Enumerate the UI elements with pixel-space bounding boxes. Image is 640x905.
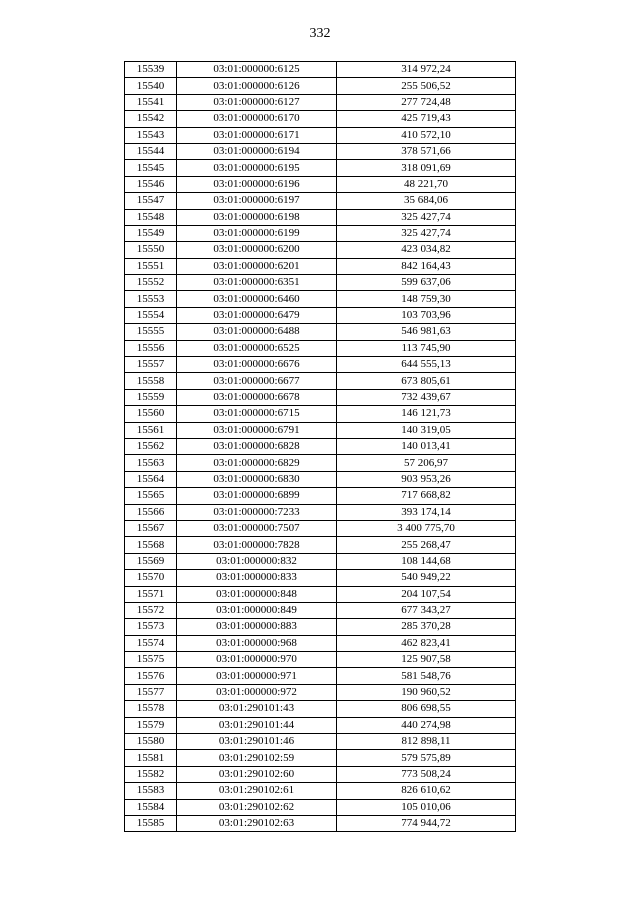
cadastral-value-cell: 57 206,97 xyxy=(337,455,516,471)
table-row xyxy=(125,389,516,405)
cadastral-number-cell: 03:01:000000:968 xyxy=(177,635,337,651)
row-number-cell: 15569 xyxy=(125,553,177,569)
table-row xyxy=(125,750,516,766)
table-row xyxy=(125,717,516,733)
table-row xyxy=(125,324,516,340)
table-row xyxy=(125,799,516,815)
cadastral-number-cell: 03:01:000000:6125 xyxy=(177,62,337,78)
cadastral-value-cell: 579 575,89 xyxy=(337,750,516,766)
cadastral-value-table xyxy=(124,61,516,832)
cadastral-number-cell: 03:01:000000:6196 xyxy=(177,176,337,192)
cadastral-value-cell: 3 400 775,70 xyxy=(337,520,516,536)
cadastral-value-cell: 146 121,73 xyxy=(337,406,516,422)
cadastral-number-cell: 03:01:000000:883 xyxy=(177,619,337,635)
row-number-cell: 15583 xyxy=(125,783,177,799)
cadastral-number-cell: 03:01:000000:970 xyxy=(177,652,337,668)
cadastral-number-cell: 03:01:000000:6899 xyxy=(177,488,337,504)
row-number-cell: 15573 xyxy=(125,619,177,635)
cadastral-number-cell: 03:01:000000:6830 xyxy=(177,471,337,487)
table-row xyxy=(125,553,516,569)
table-row xyxy=(125,668,516,684)
cadastral-value-cell: 677 343,27 xyxy=(337,602,516,618)
cadastral-value-cell: 285 370,28 xyxy=(337,619,516,635)
table-row xyxy=(125,701,516,717)
cadastral-number-cell: 03:01:290101:46 xyxy=(177,734,337,750)
cadastral-number-cell: 03:01:000000:848 xyxy=(177,586,337,602)
cadastral-number-cell: 03:01:000000:6488 xyxy=(177,324,337,340)
table-row xyxy=(125,357,516,373)
row-number-cell: 15560 xyxy=(125,406,177,422)
cadastral-value-cell: 125 907,58 xyxy=(337,652,516,668)
table-row xyxy=(125,619,516,635)
cadastral-number-cell: 03:01:290101:44 xyxy=(177,717,337,733)
cadastral-number-cell: 03:01:000000:6460 xyxy=(177,291,337,307)
table-row xyxy=(125,520,516,536)
cadastral-number-cell: 03:01:000000:6198 xyxy=(177,209,337,225)
table-row xyxy=(125,406,516,422)
cadastral-value-cell: 325 427,74 xyxy=(337,209,516,225)
row-number-cell: 15575 xyxy=(125,652,177,668)
cadastral-number-cell: 03:01:000000:6199 xyxy=(177,225,337,241)
cadastral-value-cell: 581 548,76 xyxy=(337,668,516,684)
row-number-cell: 15584 xyxy=(125,799,177,815)
cadastral-number-cell: 03:01:000000:849 xyxy=(177,602,337,618)
cadastral-value-cell: 673 805,61 xyxy=(337,373,516,389)
table-row xyxy=(125,734,516,750)
cadastral-number-cell: 03:01:000000:6171 xyxy=(177,127,337,143)
cadastral-number-cell: 03:01:000000:6715 xyxy=(177,406,337,422)
cadastral-value-cell: 105 010,06 xyxy=(337,799,516,815)
table-row xyxy=(125,225,516,241)
cadastral-number-cell: 03:01:000000:6195 xyxy=(177,160,337,176)
row-number-cell: 15555 xyxy=(125,324,177,340)
row-number-cell: 15572 xyxy=(125,602,177,618)
cadastral-value-cell: 440 274,98 xyxy=(337,717,516,733)
cadastral-number-cell: 03:01:000000:6828 xyxy=(177,438,337,454)
cadastral-number-cell: 03:01:000000:6126 xyxy=(177,78,337,94)
row-number-cell: 15540 xyxy=(125,78,177,94)
cadastral-number-cell: 03:01:000000:6200 xyxy=(177,242,337,258)
table-row xyxy=(125,307,516,323)
table-row xyxy=(125,438,516,454)
row-number-cell: 15549 xyxy=(125,225,177,241)
table-row xyxy=(125,78,516,94)
row-number-cell: 15574 xyxy=(125,635,177,651)
row-number-cell: 15580 xyxy=(125,734,177,750)
table-row xyxy=(125,766,516,782)
row-number-cell: 15551 xyxy=(125,258,177,274)
cadastral-value-cell: 108 144,68 xyxy=(337,553,516,569)
row-number-cell: 15577 xyxy=(125,684,177,700)
cadastral-number-cell: 03:01:000000:6678 xyxy=(177,389,337,405)
row-number-cell: 15546 xyxy=(125,176,177,192)
table-row xyxy=(125,488,516,504)
cadastral-value-cell: 842 164,43 xyxy=(337,258,516,274)
cadastral-number-cell: 03:01:000000:6479 xyxy=(177,307,337,323)
cadastral-value-cell: 903 953,26 xyxy=(337,471,516,487)
table-row xyxy=(125,258,516,274)
cadastral-value-cell: 425 719,43 xyxy=(337,111,516,127)
cadastral-number-cell: 03:01:000000:833 xyxy=(177,570,337,586)
cadastral-number-cell: 03:01:000000:6351 xyxy=(177,275,337,291)
cadastral-value-cell: 732 439,67 xyxy=(337,389,516,405)
cadastral-number-cell: 03:01:290102:59 xyxy=(177,750,337,766)
table-row xyxy=(125,176,516,192)
row-number-cell: 15579 xyxy=(125,717,177,733)
table-row xyxy=(125,504,516,520)
cadastral-value-cell: 826 610,62 xyxy=(337,783,516,799)
cadastral-number-cell: 03:01:290102:60 xyxy=(177,766,337,782)
cadastral-value-cell: 599 637,06 xyxy=(337,275,516,291)
cadastral-value-cell: 546 981,63 xyxy=(337,324,516,340)
table-row xyxy=(125,635,516,651)
table-row xyxy=(125,586,516,602)
table-row xyxy=(125,242,516,258)
table-row xyxy=(125,291,516,307)
row-number-cell: 15553 xyxy=(125,291,177,307)
row-number-cell: 15576 xyxy=(125,668,177,684)
row-number-cell: 15570 xyxy=(125,570,177,586)
cadastral-number-cell: 03:01:000000:6194 xyxy=(177,143,337,159)
table-row xyxy=(125,570,516,586)
cadastral-value-cell: 410 572,10 xyxy=(337,127,516,143)
table-row xyxy=(125,127,516,143)
table-row xyxy=(125,193,516,209)
row-number-cell: 15541 xyxy=(125,94,177,110)
cadastral-value-cell: 325 427,74 xyxy=(337,225,516,241)
table-row xyxy=(125,62,516,78)
table-row xyxy=(125,111,516,127)
row-number-cell: 15545 xyxy=(125,160,177,176)
row-number-cell: 15561 xyxy=(125,422,177,438)
cadastral-number-cell: 03:01:000000:971 xyxy=(177,668,337,684)
cadastral-value-cell: 113 745,90 xyxy=(337,340,516,356)
cadastral-number-cell: 03:01:000000:6829 xyxy=(177,455,337,471)
cadastral-value-cell: 773 508,24 xyxy=(337,766,516,782)
row-number-cell: 15544 xyxy=(125,143,177,159)
cadastral-number-cell: 03:01:290102:62 xyxy=(177,799,337,815)
cadastral-value-cell: 204 107,54 xyxy=(337,586,516,602)
cadastral-number-cell: 03:01:000000:6791 xyxy=(177,422,337,438)
table-row xyxy=(125,783,516,799)
row-number-cell: 15554 xyxy=(125,307,177,323)
cadastral-value-cell: 190 960,52 xyxy=(337,684,516,700)
cadastral-value-cell: 318 091,69 xyxy=(337,160,516,176)
cadastral-value-cell: 774 944,72 xyxy=(337,815,516,831)
row-number-cell: 15550 xyxy=(125,242,177,258)
table-row xyxy=(125,815,516,831)
cadastral-number-cell: 03:01:000000:7828 xyxy=(177,537,337,553)
table-row xyxy=(125,684,516,700)
table-row xyxy=(125,537,516,553)
cadastral-number-cell: 03:01:000000:6201 xyxy=(177,258,337,274)
cadastral-value-cell: 314 972,24 xyxy=(337,62,516,78)
table-row xyxy=(125,471,516,487)
row-number-cell: 15568 xyxy=(125,537,177,553)
row-number-cell: 15581 xyxy=(125,750,177,766)
cadastral-number-cell: 03:01:000000:6677 xyxy=(177,373,337,389)
cadastral-number-cell: 03:01:290102:61 xyxy=(177,783,337,799)
row-number-cell: 15566 xyxy=(125,504,177,520)
table-row xyxy=(125,455,516,471)
cadastral-value-cell: 423 034,82 xyxy=(337,242,516,258)
cadastral-value-cell: 812 898,11 xyxy=(337,734,516,750)
cadastral-number-cell: 03:01:000000:7507 xyxy=(177,520,337,536)
table-row xyxy=(125,422,516,438)
table-row xyxy=(125,94,516,110)
cadastral-value-cell: 103 703,96 xyxy=(337,307,516,323)
page-number: 332 xyxy=(309,26,331,41)
cadastral-number-cell: 03:01:290101:43 xyxy=(177,701,337,717)
cadastral-number-cell: 03:01:000000:6170 xyxy=(177,111,337,127)
row-number-cell: 15585 xyxy=(125,815,177,831)
cadastral-value-cell: 148 759,30 xyxy=(337,291,516,307)
row-number-cell: 15582 xyxy=(125,766,177,782)
cadastral-number-cell: 03:01:000000:832 xyxy=(177,553,337,569)
cadastral-value-cell: 717 668,82 xyxy=(337,488,516,504)
cadastral-number-cell: 03:01:000000:6676 xyxy=(177,357,337,373)
cadastral-value-cell: 140 013,41 xyxy=(337,438,516,454)
cadastral-value-cell: 35 684,06 xyxy=(337,193,516,209)
row-number-cell: 15562 xyxy=(125,438,177,454)
table-row xyxy=(125,652,516,668)
cadastral-value-cell: 140 319,05 xyxy=(337,422,516,438)
cadastral-number-cell: 03:01:000000:7233 xyxy=(177,504,337,520)
row-number-cell: 15564 xyxy=(125,471,177,487)
row-number-cell: 15539 xyxy=(125,62,177,78)
cadastral-value-cell: 277 724,48 xyxy=(337,94,516,110)
table-row xyxy=(125,209,516,225)
row-number-cell: 15542 xyxy=(125,111,177,127)
cadastral-number-cell: 03:01:000000:972 xyxy=(177,684,337,700)
table-row xyxy=(125,373,516,389)
cadastral-number-cell: 03:01:000000:6127 xyxy=(177,94,337,110)
cadastral-value-cell: 48 221,70 xyxy=(337,176,516,192)
cadastral-value-cell: 540 949,22 xyxy=(337,570,516,586)
row-number-cell: 15571 xyxy=(125,586,177,602)
cadastral-value-cell: 255 268,47 xyxy=(337,537,516,553)
row-number-cell: 15565 xyxy=(125,488,177,504)
cadastral-value-cell: 462 823,41 xyxy=(337,635,516,651)
row-number-cell: 15543 xyxy=(125,127,177,143)
row-number-cell: 15557 xyxy=(125,357,177,373)
row-number-cell: 15548 xyxy=(125,209,177,225)
row-number-cell: 15563 xyxy=(125,455,177,471)
cadastral-value-cell: 378 571,66 xyxy=(337,143,516,159)
cadastral-number-cell: 03:01:000000:6525 xyxy=(177,340,337,356)
cadastral-value-cell: 393 174,14 xyxy=(337,504,516,520)
table-row xyxy=(125,275,516,291)
table-row xyxy=(125,340,516,356)
row-number-cell: 15556 xyxy=(125,340,177,356)
row-number-cell: 15547 xyxy=(125,193,177,209)
cadastral-value-cell: 644 555,13 xyxy=(337,357,516,373)
row-number-cell: 15558 xyxy=(125,373,177,389)
row-number-cell: 15578 xyxy=(125,701,177,717)
row-number-cell: 15567 xyxy=(125,520,177,536)
table-row xyxy=(125,160,516,176)
cadastral-value-cell: 806 698,55 xyxy=(337,701,516,717)
row-number-cell: 15559 xyxy=(125,389,177,405)
table-row xyxy=(125,143,516,159)
cadastral-number-cell: 03:01:290102:63 xyxy=(177,815,337,831)
cadastral-number-cell: 03:01:000000:6197 xyxy=(177,193,337,209)
cadastral-value-cell: 255 506,52 xyxy=(337,78,516,94)
table-body xyxy=(125,62,516,832)
table-row xyxy=(125,602,516,618)
row-number-cell: 15552 xyxy=(125,275,177,291)
